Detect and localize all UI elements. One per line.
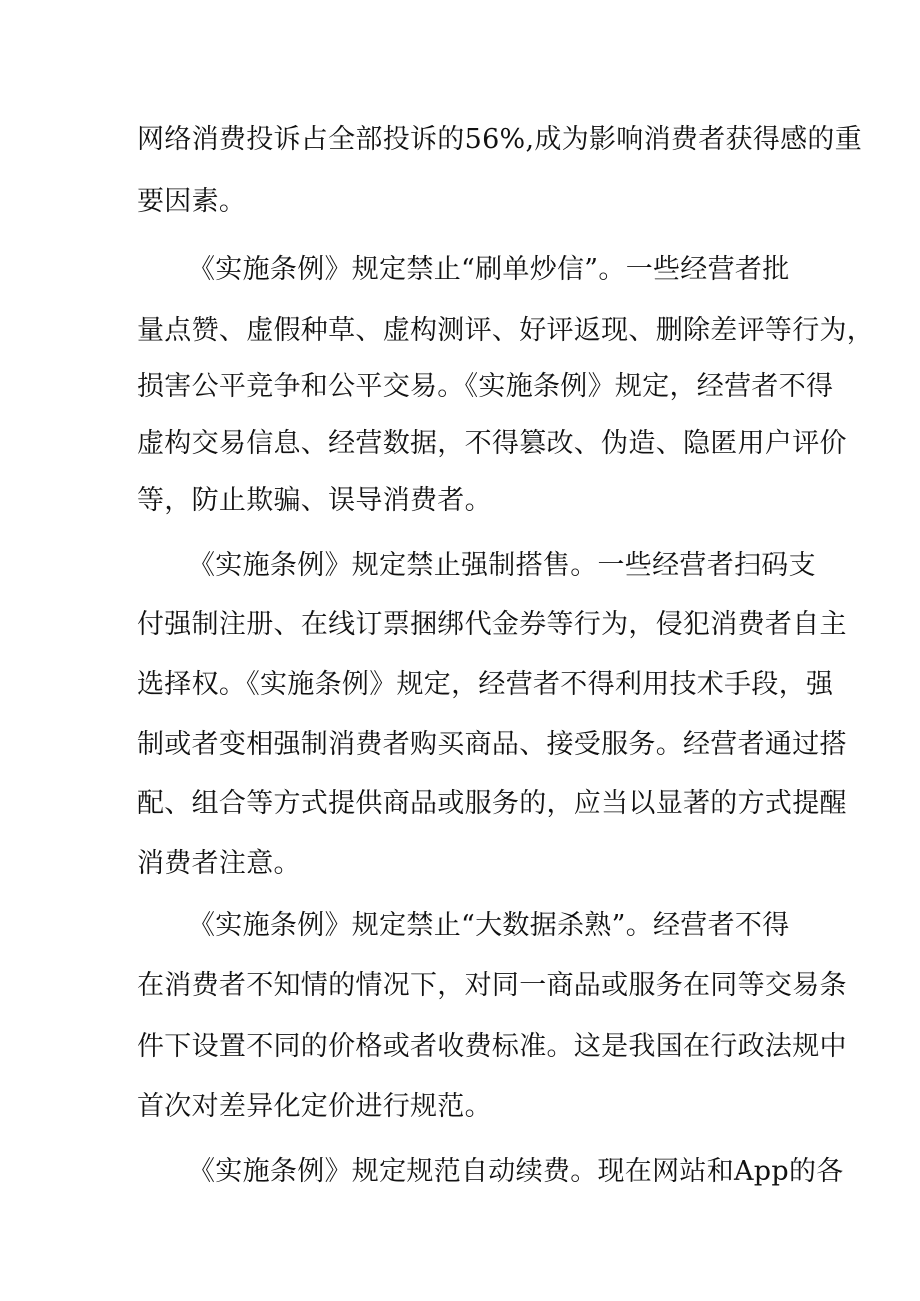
paragraph-3-line-4: 制或者变相强制消费者购买商品、接受服务。经营者通过搭 — [137, 729, 847, 760]
paragraph-5-line-1: 《实施条例》规定规范自动续费。现在网站和App的各 — [188, 1156, 844, 1187]
paragraph-3-line-1: 《实施条例》规定禁止强制搭售。一些经营者扫码支 — [188, 550, 816, 581]
paragraph-3-line-5: 配、组合等方式提供商品或服务的，应当以显著的方式提醒 — [137, 788, 847, 819]
paragraph-4-line-1: 《实施条例》规定禁止“大数据杀熟”。经营者不得 — [188, 910, 790, 941]
paragraph-2-line-4: 虚构交易信息、经营数据，不得篡改、伪造、隐匿用户评价 — [137, 428, 847, 459]
paragraph-3-line-3: 选择权。《实施条例》规定，经营者不得利用技术手段，强 — [137, 669, 834, 700]
paragraph-4-line-2: 在消费者不知情的情况下，对同一商品或服务在同等交易条 — [137, 970, 847, 1001]
paragraph-3-line-2: 付强制注册、在线订票捆绑代金券等行为，侵犯消费者自主 — [137, 609, 847, 640]
paragraph-3-line-6: 消费者注意。 — [137, 848, 301, 879]
paragraph-4-line-3: 件下设置不同的价格或者收费标准。这是我国在行政法规中 — [137, 1031, 847, 1062]
paragraph-1-line-1: 网络消费投诉占全部投诉的56%,成为影响消费者获得感的重 — [137, 124, 862, 155]
paragraph-2-line-5: 等，防止欺骗、误导消费者。 — [137, 485, 492, 516]
paragraph-2-line-1: 《实施条例》规定禁止“刷单炒信”。一些经营者批 — [188, 254, 790, 285]
paragraph-2-line-3: 损害公平竞争和公平交易。《实施条例》规定，经营者不得 — [137, 371, 834, 402]
paragraph-4-line-4: 首次对差异化定价进行规范。 — [137, 1091, 492, 1122]
paragraph-1-line-2: 要因素。 — [137, 186, 247, 217]
paragraph-2-line-2: 量点赞、虚假种草、虚构测评、好评返现、删除差评等行为， — [137, 315, 875, 346]
